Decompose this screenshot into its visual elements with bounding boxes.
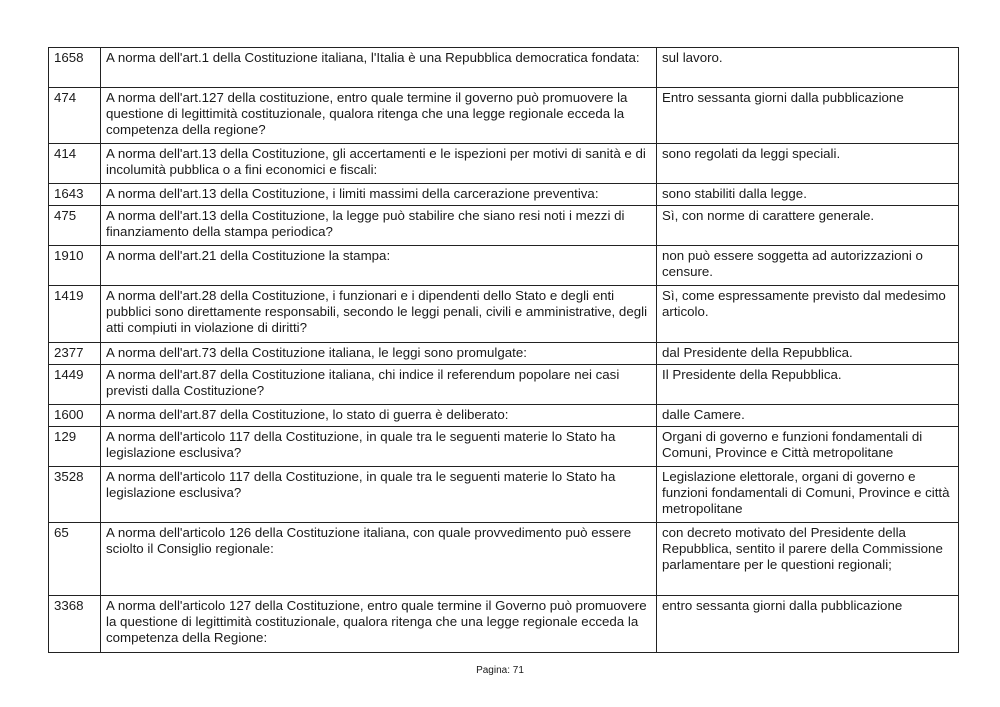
row-answer: sono regolati da leggi speciali. xyxy=(657,144,959,184)
row-id: 475 xyxy=(49,206,101,246)
table-row xyxy=(49,184,959,206)
row-question: A norma dell'art.127 della costituzione, entro quale termine il governo può promuovere la questione di legittimità costituzionale, qualora ritenga che una legge regionale ecceda la competenza della regione? xyxy=(101,88,657,144)
table-row xyxy=(49,523,959,596)
table-row xyxy=(49,48,959,88)
row-question: A norma dell'articolo 126 della Costituzione italiana, con quale provvedimento può essere sciolto il Consiglio regionale: xyxy=(101,523,657,596)
row-id: 1643 xyxy=(49,184,101,206)
row-id: 1658 xyxy=(49,48,101,88)
row-answer: entro sessanta giorni dalla pubblicazione xyxy=(657,596,959,653)
table-row xyxy=(49,427,959,467)
table-row xyxy=(49,405,959,427)
row-id: 2377 xyxy=(49,343,101,365)
row-answer: Legislazione elettorale, organi di governo e funzioni fondamentali di Comuni, Province e città metropolitane xyxy=(657,467,959,523)
row-id: 414 xyxy=(49,144,101,184)
table-row xyxy=(49,343,959,365)
row-question: A norma dell'art.13 della Costituzione, gli accertamenti e le ispezioni per motivi di sanità e di incolumità pubblica o a fini economici e fiscali: xyxy=(101,144,657,184)
row-id: 3368 xyxy=(49,596,101,653)
row-question: A norma dell'art.1 della Costituzione italiana, l'Italia è una Repubblica democratica fondata: xyxy=(101,48,657,88)
table-row xyxy=(49,286,959,343)
row-answer: Sì, con norme di carattere generale. xyxy=(657,206,959,246)
row-question: A norma dell'art.87 della Costituzione italiana, chi indice il referendum popolare nei casi previsti dalla Costituzione? xyxy=(101,365,657,405)
row-id: 65 xyxy=(49,523,101,596)
table-row xyxy=(49,596,959,653)
row-answer: sul lavoro. xyxy=(657,48,959,88)
row-answer: non può essere soggetta ad autorizzazioni o censure. xyxy=(657,246,959,286)
row-question: A norma dell'articolo 127 della Costituzione, entro quale termine il Governo può promuovere la questione di legittimità costituzionale, qualora ritenga che una legge regionale ecceda la competenza della Regione: xyxy=(101,596,657,653)
row-id: 3528 xyxy=(49,467,101,523)
row-id: 129 xyxy=(49,427,101,467)
row-question: A norma dell'art.87 della Costituzione, lo stato di guerra è deliberato: xyxy=(101,405,657,427)
row-question: A norma dell'art.13 della Costituzione, la legge può stabilire che siano resi noti i mezzi di finanziamento della stampa periodica? xyxy=(101,206,657,246)
table-row xyxy=(49,206,959,246)
row-question: A norma dell'art.28 della Costituzione, i funzionari e i dipendenti dello Stato e degli enti pubblici sono direttamente responsabili, secondo le leggi penali, civili e amministrative, degli atti compiuti in violazione di diritti? xyxy=(101,286,657,343)
table-row xyxy=(49,144,959,184)
row-answer: dal Presidente della Repubblica. xyxy=(657,343,959,365)
row-answer: Organi di governo e funzioni fondamentali di Comuni, Province e Città metropolitane xyxy=(657,427,959,467)
row-answer: Sì, come espressamente previsto dal medesimo articolo. xyxy=(657,286,959,343)
row-id: 474 xyxy=(49,88,101,144)
row-id: 1419 xyxy=(49,286,101,343)
questions-table xyxy=(48,47,959,653)
row-question: A norma dell'articolo 117 della Costituzione, in quale tra le seguenti materie lo Stato ha legislazione esclusiva? xyxy=(101,467,657,523)
row-id: 1449 xyxy=(49,365,101,405)
row-question: A norma dell'art.73 della Costituzione italiana, le leggi sono promulgate: xyxy=(101,343,657,365)
table-row xyxy=(49,88,959,144)
row-answer: Entro sessanta giorni dalla pubblicazione xyxy=(657,88,959,144)
row-question: A norma dell'art.21 della Costituzione la stampa: xyxy=(101,246,657,286)
page-number: Pagina: 71 xyxy=(476,665,524,676)
row-answer: con decreto motivato del Presidente della Repubblica, sentito il parere della Commissione parlamentare per le questioni regionali; xyxy=(657,523,959,596)
row-id: 1600 xyxy=(49,405,101,427)
table-row xyxy=(49,467,959,523)
row-answer: sono stabiliti dalla legge. xyxy=(657,184,959,206)
row-question: A norma dell'art.13 della Costituzione, i limiti massimi della carcerazione preventiva: xyxy=(101,184,657,206)
row-answer: Il Presidente della Repubblica. xyxy=(657,365,959,405)
row-id: 1910 xyxy=(49,246,101,286)
table-row xyxy=(49,246,959,286)
row-answer: dalle Camere. xyxy=(657,405,959,427)
row-question: A norma dell'articolo 117 della Costituzione, in quale tra le seguenti materie lo Stato ha legislazione esclusiva? xyxy=(101,427,657,467)
table-row xyxy=(49,365,959,405)
